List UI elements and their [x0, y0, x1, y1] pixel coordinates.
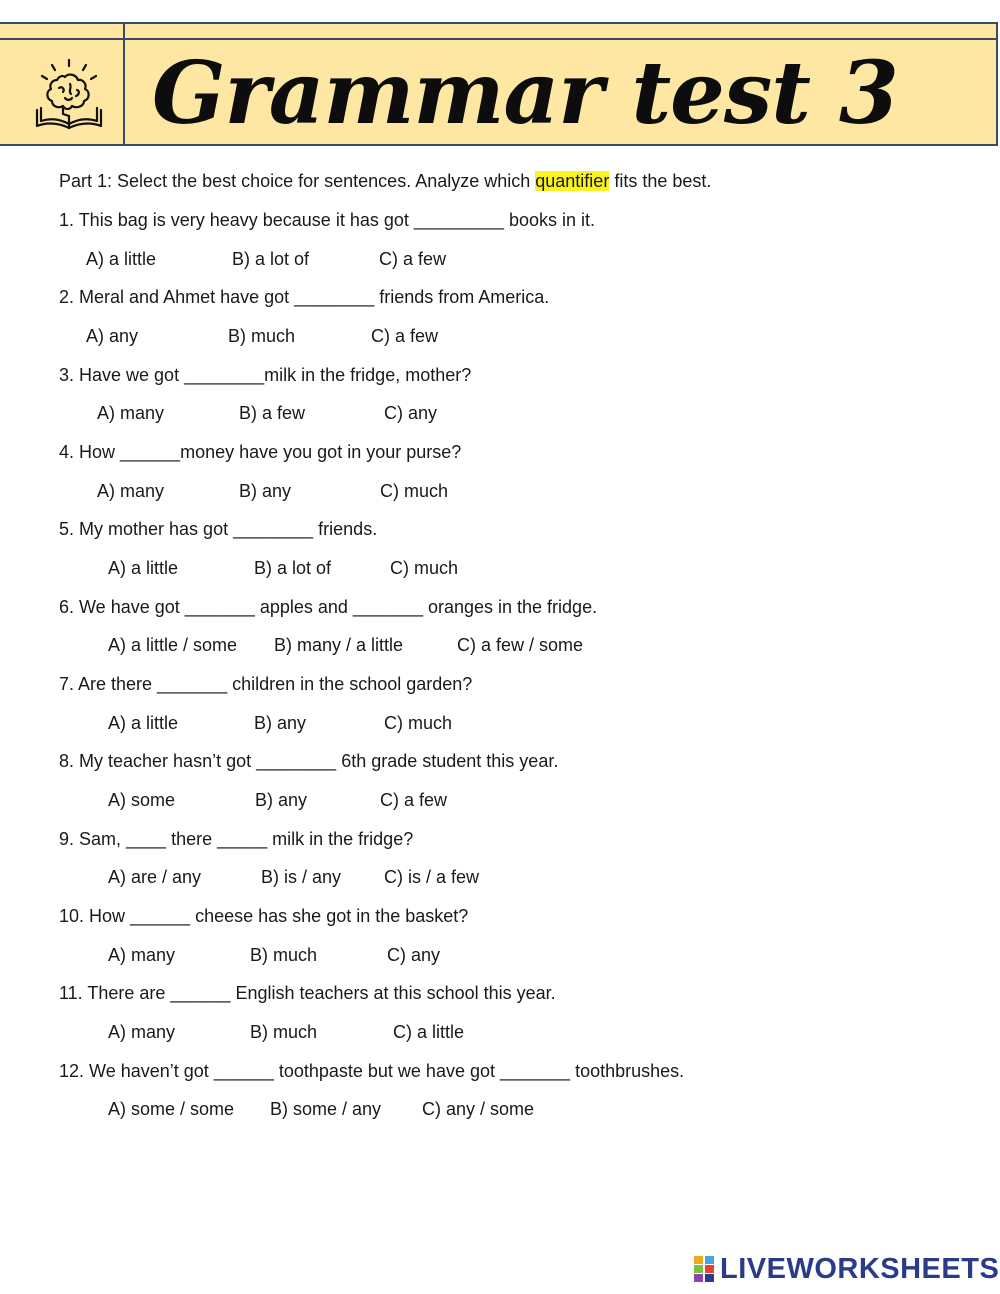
- question-8: 8. My teacher hasn’t got ________ 6th grade student this year.: [59, 751, 559, 771]
- q5-option-b[interactable]: B) a lot of: [254, 558, 332, 578]
- question-2: 2. Meral and Ahmet have got ________ friends from America.: [59, 287, 550, 307]
- q10-option-b[interactable]: B) much: [250, 945, 318, 965]
- liveworksheets-logo-icon: [694, 1256, 716, 1282]
- question-1: 1. This bag is very heavy because it has got _________ books in it.: [59, 210, 596, 230]
- q1-option-a[interactable]: A) a little: [86, 249, 157, 269]
- q12-option-c[interactable]: C) any / some: [422, 1099, 535, 1119]
- q4-option-c[interactable]: C) much: [380, 481, 449, 501]
- question-4: 4. How ______money have you got in your purse?: [59, 442, 462, 462]
- q8-option-b[interactable]: B) any: [255, 790, 308, 810]
- header-banner: [0, 22, 998, 146]
- q11-option-c[interactable]: C) a little: [393, 1022, 465, 1042]
- footer-brand[interactable]: [694, 1254, 999, 1284]
- brain-book-icon: [32, 58, 106, 132]
- q4-option-a[interactable]: A) many: [97, 481, 165, 501]
- q7-option-b[interactable]: B) any: [254, 713, 307, 733]
- q7-option-a[interactable]: A) a little: [108, 713, 179, 733]
- q6-option-a[interactable]: A) a little / some: [108, 635, 238, 655]
- question-11: 11. There are ______ English teachers at this school this year.: [59, 983, 556, 1003]
- instructions-text-before: Part 1: Select the best choice for sentences. Analyze which: [59, 171, 536, 191]
- instructions-text-after: fits the best.: [609, 171, 712, 191]
- q5-option-a[interactable]: A) a little: [108, 558, 179, 578]
- question-9: 9. Sam, ____ there _____ milk in the fridge?: [59, 829, 414, 849]
- q7-option-c[interactable]: C) much: [384, 713, 453, 733]
- header-column-divider: [123, 24, 125, 144]
- q8-option-a[interactable]: A) some: [108, 790, 176, 810]
- q9-option-b[interactable]: B) is / any: [261, 867, 342, 887]
- q2-option-c[interactable]: C) a few: [371, 326, 439, 346]
- q9-option-a[interactable]: A) are / any: [108, 867, 202, 887]
- question-10: 10. How ______ cheese has she got in the basket?: [59, 906, 469, 926]
- q1-option-b[interactable]: B) a lot of: [232, 249, 310, 269]
- highlighted-keyword: quantifier: [535, 171, 610, 191]
- question-3: 3. Have we got ________milk in the fridge, mother?: [59, 365, 472, 385]
- q11-option-a[interactable]: A) many: [108, 1022, 176, 1042]
- q10-option-a[interactable]: A) many: [108, 945, 176, 965]
- q9-option-c[interactable]: C) is / a few: [384, 867, 480, 887]
- instructions: [59, 170, 711, 192]
- q5-option-c[interactable]: C) much: [390, 558, 459, 578]
- q3-option-c[interactable]: C) any: [384, 403, 438, 423]
- brand-name: LIVEWORKSHEETS: [720, 1253, 1000, 1285]
- question-5: 5. My mother has got ________ friends.: [59, 519, 378, 539]
- q3-option-b[interactable]: B) a few: [239, 403, 306, 423]
- q11-option-b[interactable]: B) much: [250, 1022, 318, 1042]
- header-right-border: [996, 24, 998, 144]
- q10-option-c[interactable]: C) any: [387, 945, 441, 965]
- q8-option-c[interactable]: C) a few: [380, 790, 448, 810]
- page-title: Grammar test 3: [152, 43, 898, 144]
- q1-option-c[interactable]: C) a few: [379, 249, 447, 269]
- q12-option-b[interactable]: B) some / any: [270, 1099, 382, 1119]
- q2-option-b[interactable]: B) much: [228, 326, 296, 346]
- q12-option-a[interactable]: A) some / some: [108, 1099, 235, 1119]
- q2-option-a[interactable]: A) any: [86, 326, 139, 346]
- q4-option-b[interactable]: B) any: [239, 481, 292, 501]
- question-12: 12. We haven’t got ______ toothpaste but we have got _______ toothbrushes.: [59, 1061, 685, 1081]
- q6-option-c[interactable]: C) a few / some: [457, 635, 584, 655]
- q3-option-a[interactable]: A) many: [97, 403, 165, 423]
- q6-option-b[interactable]: B) many / a little: [274, 635, 404, 655]
- question-6: 6. We have got _______ apples and _______ oranges in the fridge.: [59, 597, 598, 617]
- question-7: 7. Are there _______ children in the school garden?: [59, 674, 473, 694]
